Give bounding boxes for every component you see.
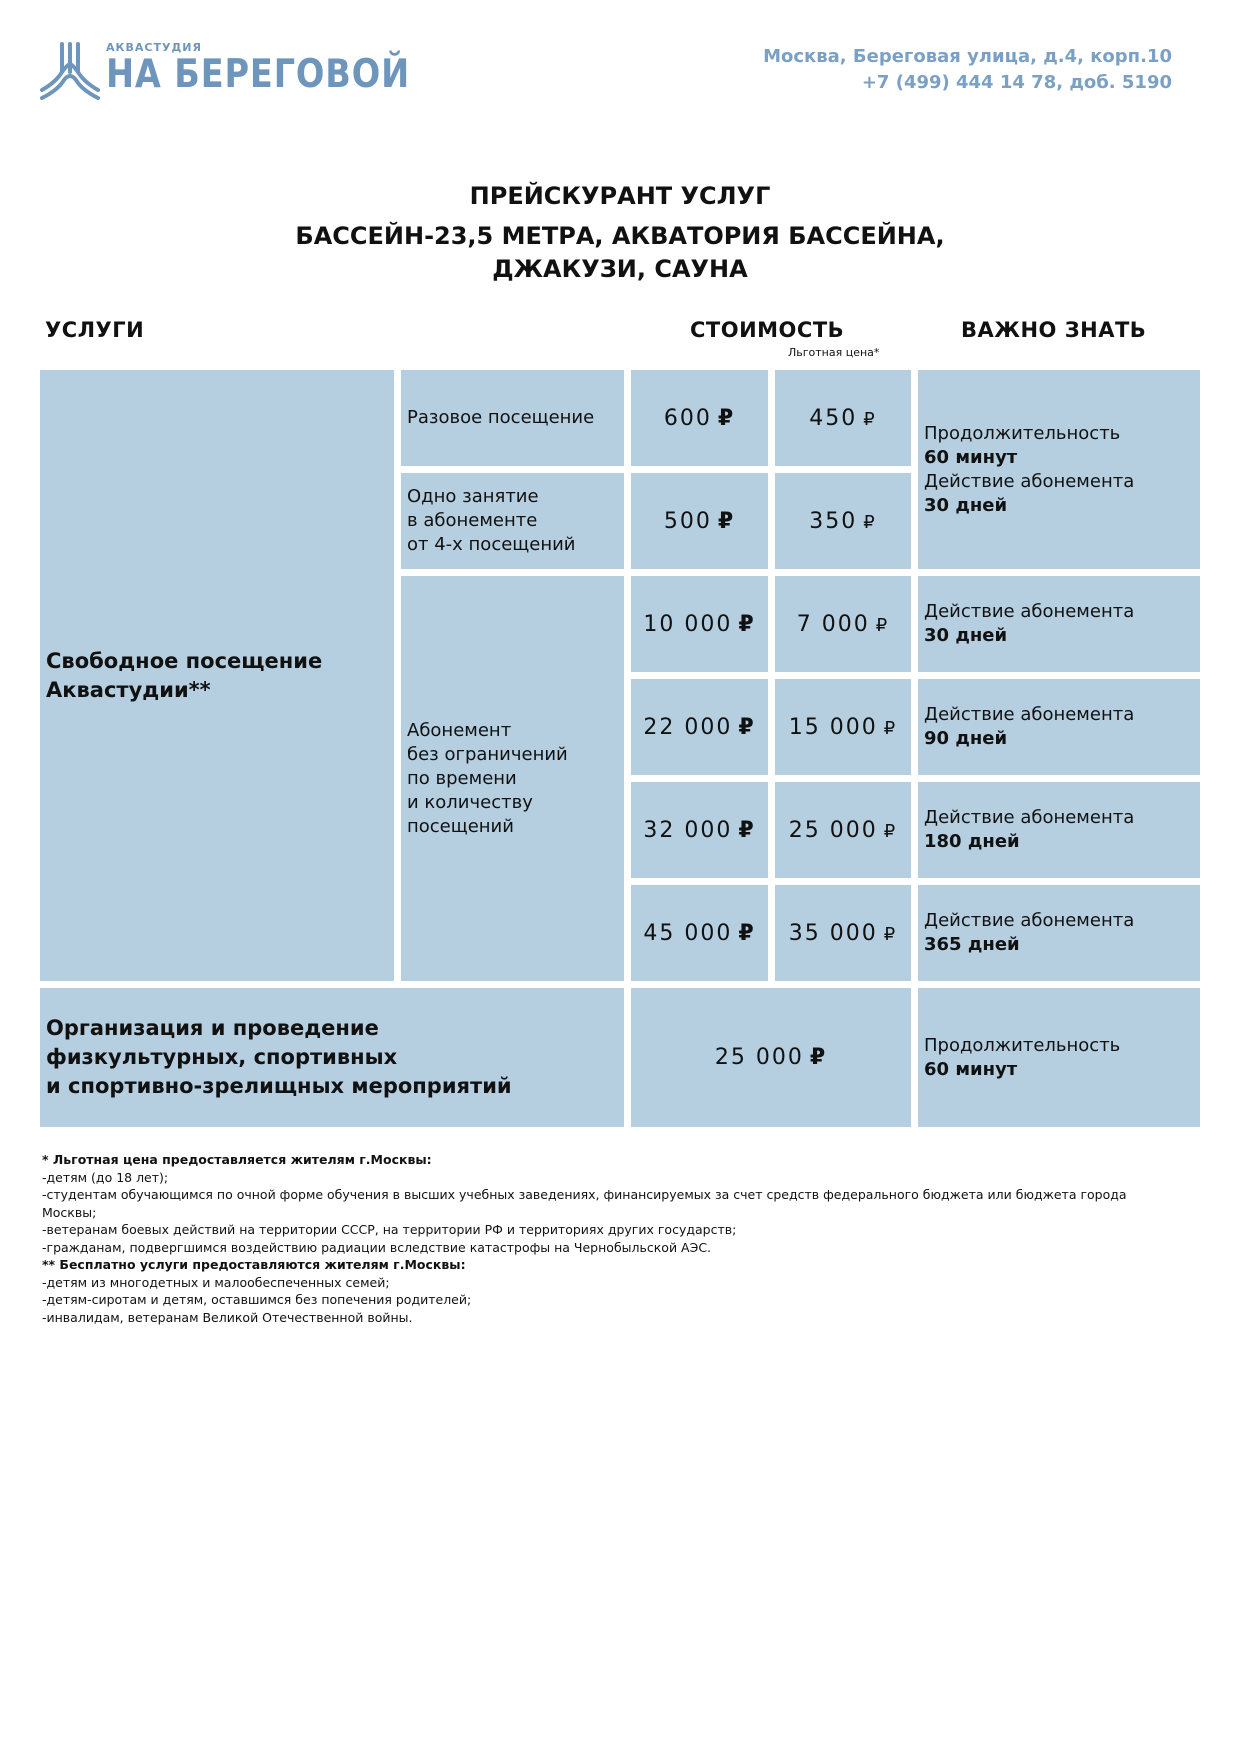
discount-price-cell [775,885,911,981]
discount-price-value: 35 000 [788,920,878,946]
info-text: Действие абонемента [924,470,1135,492]
ruble-icon: ₽ [863,511,877,533]
title-line-1: ПРЕЙСКУРАНТ УСЛУГ [469,182,771,210]
discount-price-value: 350 [809,508,858,534]
ruble-icon: ₽ [738,817,756,843]
address: Москва, Береговая улица, д.4, корп.10 [763,46,1172,67]
info-bold: 30 дней [924,625,1008,646]
ruble-icon: ₽ [883,923,898,945]
ruble-icon: ₽ [738,920,756,946]
column-header-services: УСЛУГИ [45,318,145,342]
info-text: Действие абонемента [924,704,1135,725]
info-bold: 60 минут [924,446,1018,468]
price-value: 600 [663,405,712,431]
footnote-item: -студентам обучающимся по очной форме обучения в высших учебных заведениях, финансируемых за счет средств федерального бюджета или бюджета города Москвы; [42,1187,1127,1220]
discount-price-value: 450 [809,405,858,431]
column-header-cost: СТОИМОСТЬ [690,318,845,342]
column-header-important: ВАЖНО ЗНАТЬ [961,318,1147,342]
logo-title: НА БЕРЕГОВОЙ [106,52,411,97]
price-value: 22 000 [643,714,733,740]
discount-price-cell [775,370,911,466]
discount-note: Льготная цена* [788,346,880,359]
ruble-icon: ₽ [717,508,736,534]
price-value: 500 [663,508,712,534]
price-cell [631,885,768,981]
ruble-icon: ₽ [863,408,877,430]
logo [40,40,411,100]
discount-price-cell [775,679,911,775]
ruble-icon: ₽ [883,717,898,739]
page-title [0,180,1240,286]
discount-price-value: 25 000 [788,817,878,843]
price-cell [631,370,768,466]
info-text: Продолжительность [924,1034,1121,1056]
contacts [763,44,1172,96]
free-visit-label: Свободное посещение Аквастудии** [46,648,323,702]
discount-price-cell [775,576,911,672]
title-line-2: БАССЕЙН-23,5 МЕТРА, АКВАТОРИЯ БАССЕЙНА, ДЖАКУЗИ, САУНА [295,222,945,283]
info-bold: 90 дней [924,728,1008,749]
discount-price-value: 7 000 [796,611,870,637]
info-text: Действие абонемента [924,807,1135,828]
discount-footnote-head: * Льготная цена предоставляется жителям г.Москвы: [42,1152,432,1167]
info-bold: 30 дней [924,494,1008,516]
discount-price-cell [775,782,911,878]
lesson-label: Одно занятие в абонементе от 4-х посещений [407,486,576,555]
footnote-item: -ветеранам боевых действий на территории СССР, на территории РФ и территориях других государств; [42,1222,737,1237]
free-footnote-head: ** Бесплатно услуги предоставляются жителям г.Москвы: [42,1257,466,1272]
discount-price-cell [775,473,911,569]
events-label: Организация и проведение физкультурных, спортивных и спортивно-зрелищных мероприятий [46,1016,512,1098]
price-cell [631,473,768,569]
duration-info-cell [918,370,1200,569]
info-bold: 180 дней [924,831,1020,852]
price-cell [631,679,768,775]
price-value: 32 000 [643,817,733,843]
validity-info-cell [918,679,1200,775]
ruble-icon: ₽ [809,1045,828,1070]
price-cell [631,782,768,878]
info-text: Действие абонемента [924,910,1135,931]
footnote-item: -детям-сиротам и детям, оставшимся без попечения родителей; [42,1292,472,1307]
events-info-cell [918,988,1200,1127]
unlimited-label: Абонемент без ограничений по времени и количеству посещений [407,719,568,837]
price-value: 10 000 [643,611,733,637]
price-cell [631,576,768,672]
single-visit-cell [401,370,624,466]
footnote-item: -инвалидам, ветеранам Великой Отечественной войны. [42,1309,413,1325]
free-visit-cell [40,370,394,981]
wave-logo-icon [40,42,100,100]
ruble-icon: ₽ [738,611,756,637]
ruble-icon: ₽ [717,405,736,431]
info-text: Действие абонемента [924,601,1135,622]
validity-info-cell [918,782,1200,878]
unlimited-cell [401,576,624,981]
logo-subtitle: АКВАСТУДИЯ [106,41,202,54]
footnote-item: -детям (до 18 лет); [42,1169,169,1185]
price-value: 45 000 [643,920,733,946]
events-cell [40,988,624,1127]
lesson-cell [401,473,624,569]
info-bold: 365 дней [924,934,1020,955]
discount-price-value: 15 000 [788,714,878,740]
ruble-icon: ₽ [738,714,756,740]
footnote-item: -детям из многодетных и малообеспеченных семей; [42,1274,390,1290]
validity-info-cell [918,576,1200,672]
phone: +7 (499) 444 14 78, доб. 5190 [861,72,1172,93]
single-visit-label: Разовое посещение [407,407,595,428]
validity-info-cell [918,885,1200,981]
ruble-icon: ₽ [875,614,890,636]
ruble-icon: ₽ [883,820,898,842]
info-bold: 60 минут [924,1058,1018,1080]
footnotes [42,1151,1182,1326]
footnote-item: -гражданам, подвергшимся воздействию радиации вследствие катастрофы на Чернобыльской АЭС. [42,1239,712,1255]
info-text: Продолжительность [924,422,1121,444]
events-price-cell [631,988,911,1127]
price-value: 25 000 [714,1045,804,1070]
